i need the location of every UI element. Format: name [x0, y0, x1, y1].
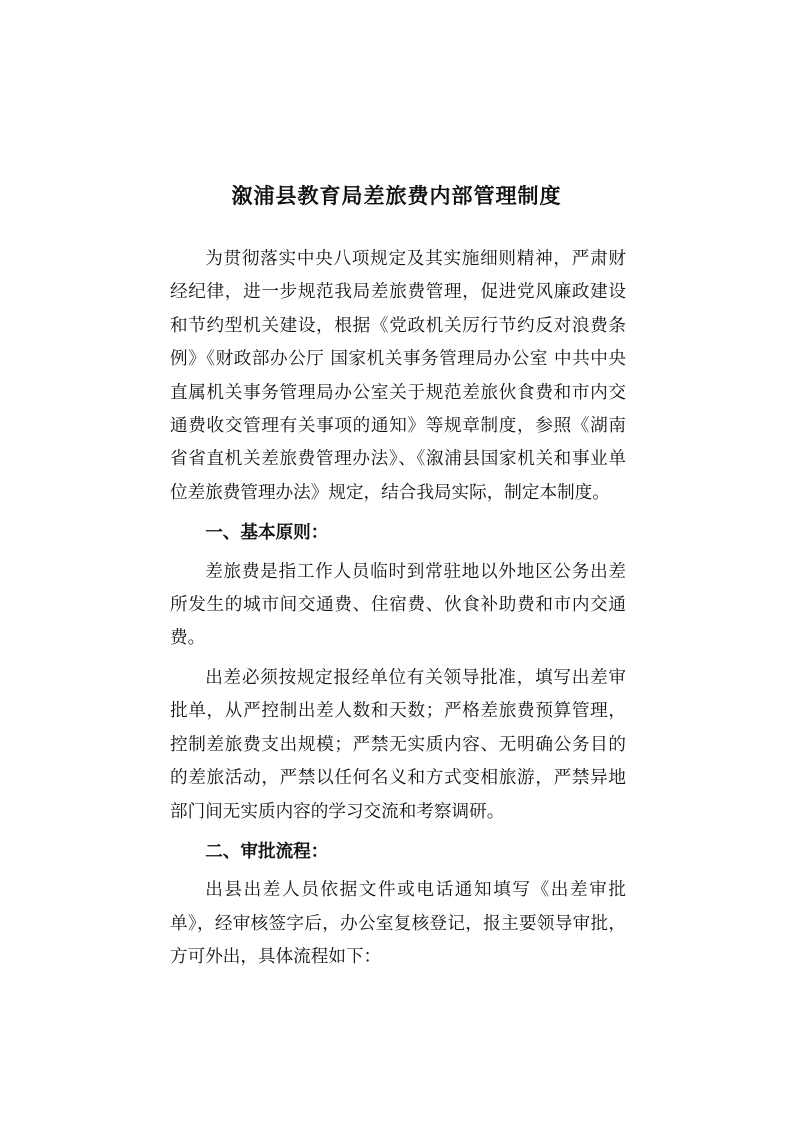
- paragraph-process: 出县出差人员依据文件或电话通知填写《出差审批单》，经审核签字后，办公室复核登记，报主要领导审批，方可外出，具体流程如下：: [170, 880, 626, 968]
- paragraph-definition: 差旅费是指工作人员临时到常驻地以外地区公务出差所发生的城市间交通费、住宿费、伙食补助费和市内交通费。: [170, 561, 626, 649]
- document-body: [170, 243, 626, 975]
- section-heading-approval-process: 二、审批流程：: [205, 840, 329, 862]
- section-heading-basic-principles: 一、基本原则：: [205, 522, 329, 544]
- paragraph-approval-rules: 出差必须按规定报经单位有关领导批准，填写出差审批单，从严控制出差人数和天数；严格差旅费预算管理，控制差旅费支出规模；严禁无实质内容、无明确公务目的的差旅活动，严禁以任何名义和方式变相旅游，严禁异地部门间无实质内容的学习交流和考察调研。: [170, 667, 626, 822]
- paragraph-intro: 为贯彻落实中央八项规定及其实施细则精神，严肃财经纪律，进一步规范我局差旅费管理，促进党风廉政建设和节约型机关建设，根据《党政机关厉行节约反对浪费条例》《财政部办公厅 国家机关事务管理局办公室 中共中央直属机关事务管理局办公室关于规范差旅伙食费和市内交通费收交管理有关事项的通知》等规章制度，参照《湖南省省直机关差旅费管理办法》、《溆浦县国家机关和事业单位差旅费管理办法》规定，结合我局实际，制定本制度。: [170, 249, 626, 503]
- document-title: 溆浦县教育局差旅费内部管理制度: [231, 183, 562, 208]
